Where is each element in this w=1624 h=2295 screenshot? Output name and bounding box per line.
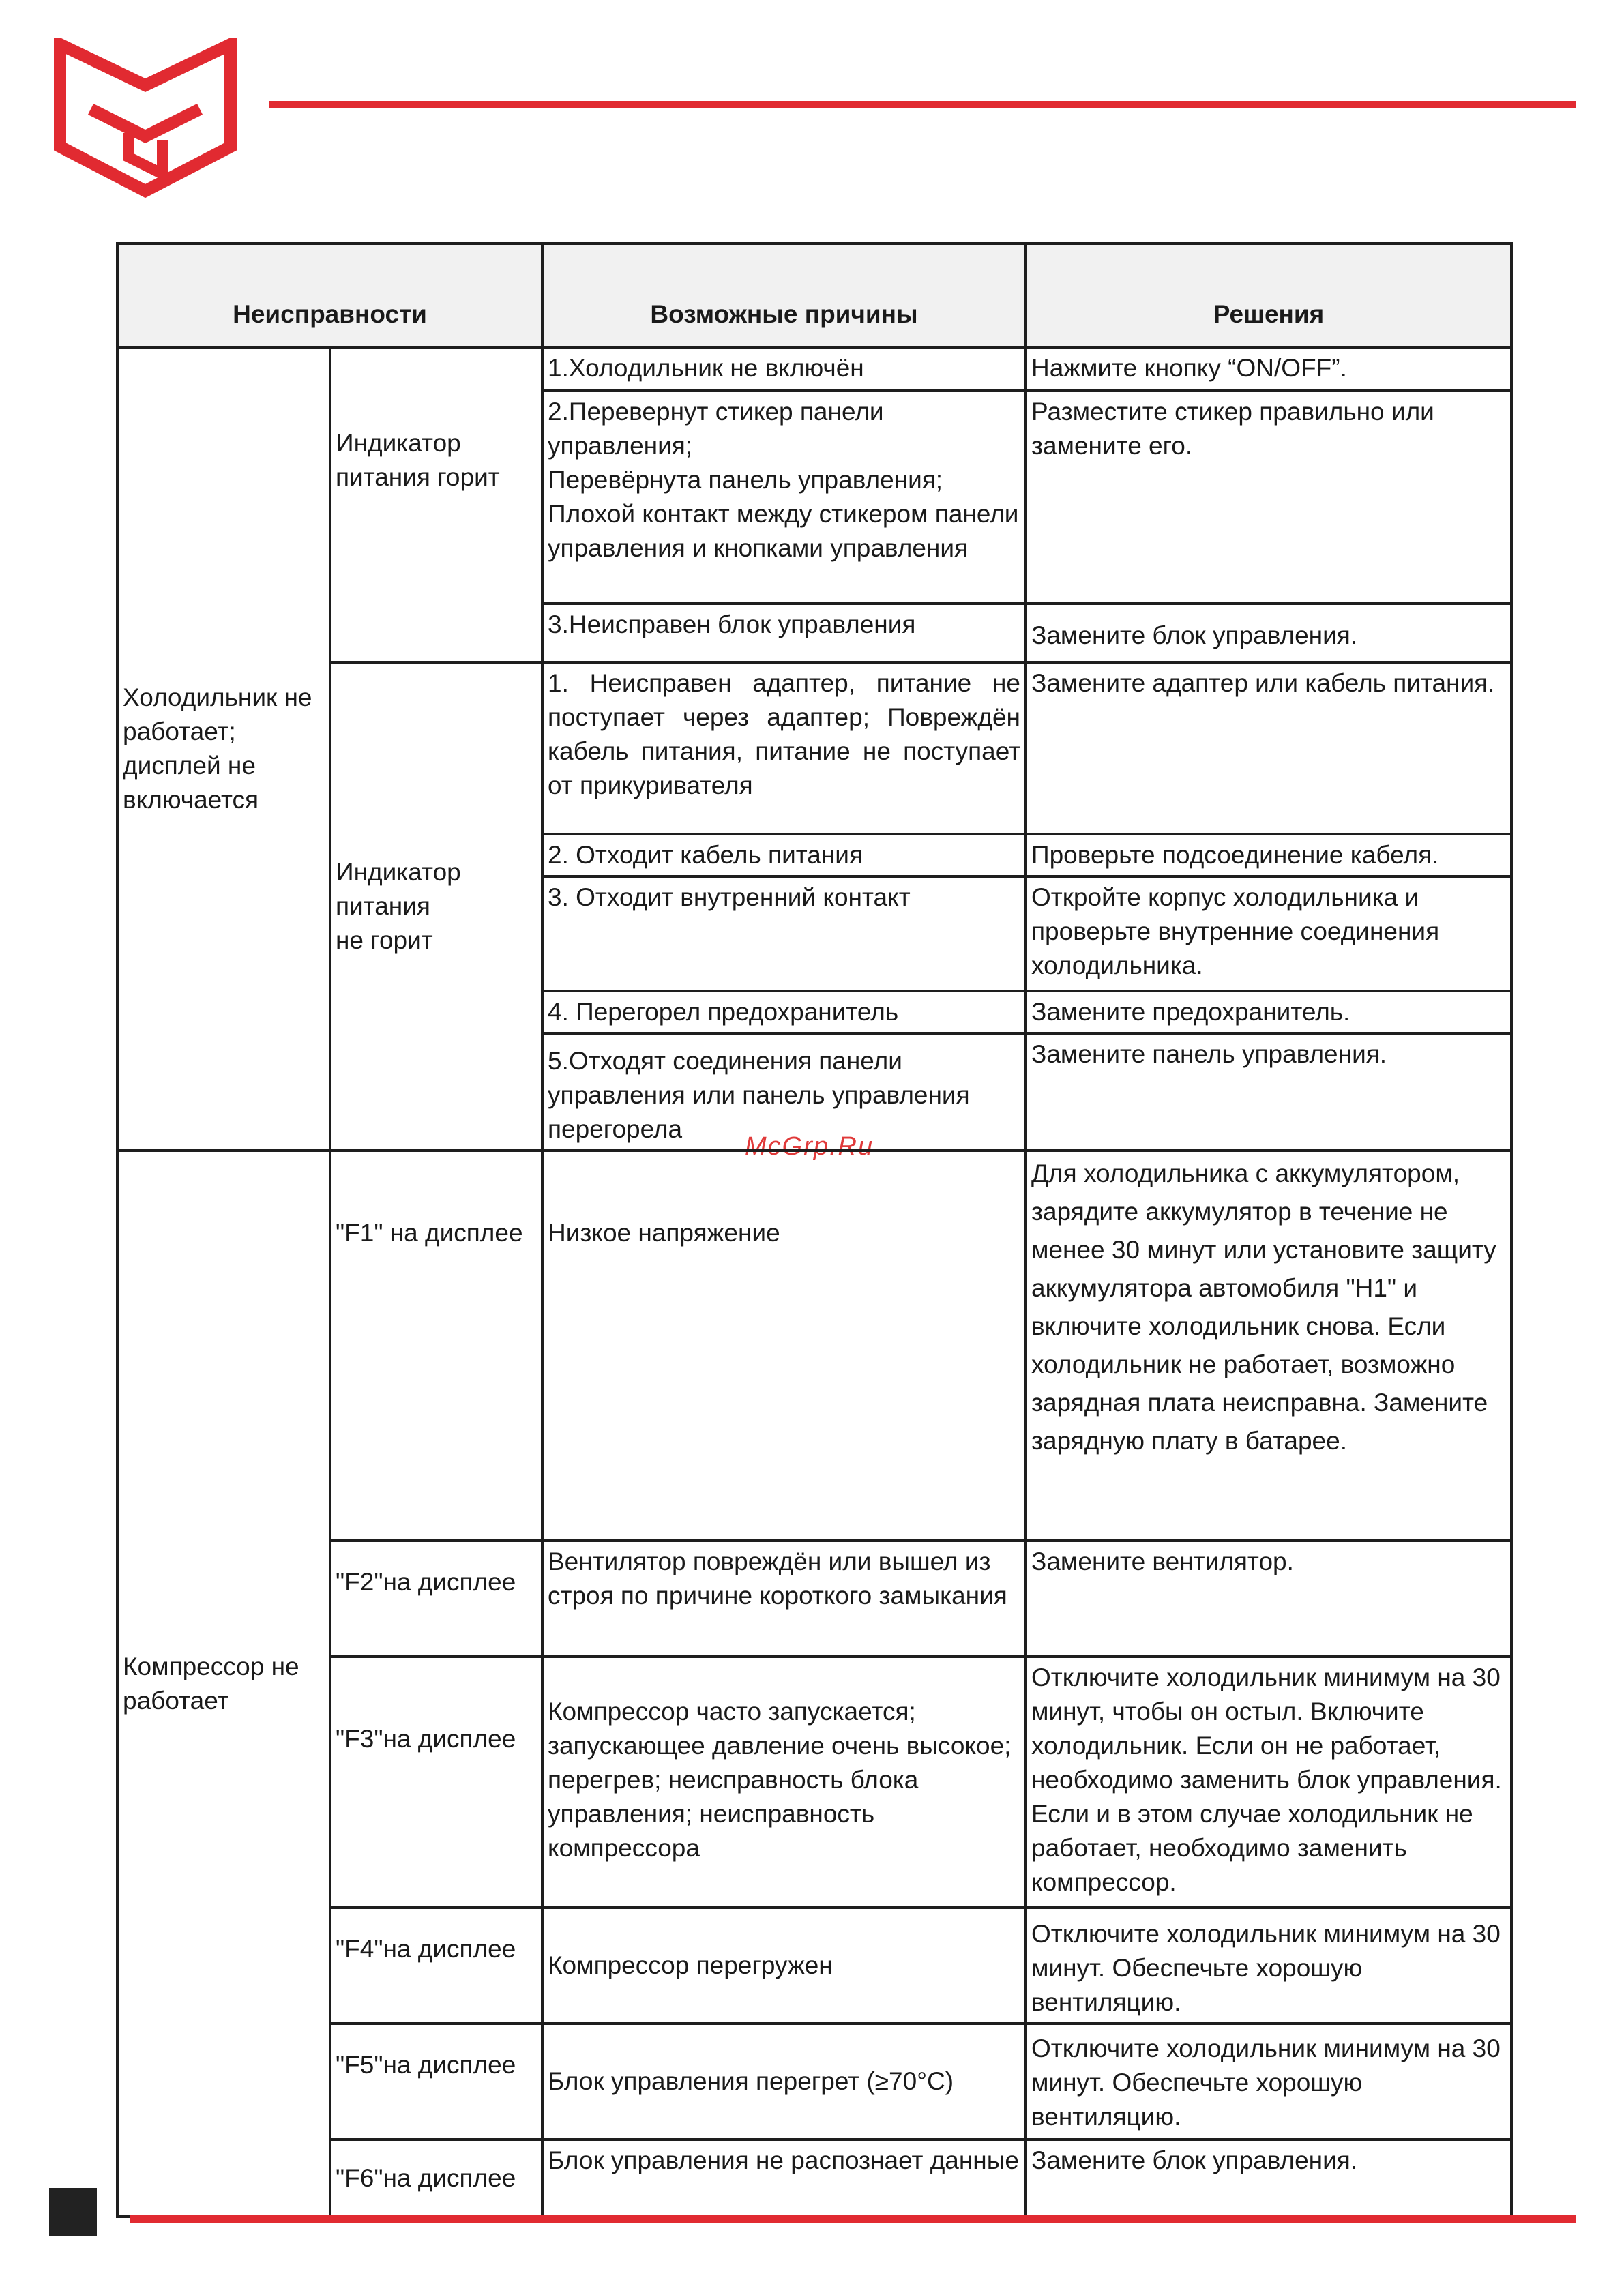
code-text: "F1" на дисплее	[336, 1219, 523, 1247]
header-rule	[269, 101, 1576, 108]
code-cell	[330, 1151, 542, 1541]
solution-cell: Замените блок управления.	[1026, 604, 1511, 662]
code-cell	[330, 1541, 542, 1657]
code-cell	[330, 2024, 542, 2139]
cause-cell: 4. Перегорел предохранитель	[542, 991, 1026, 1033]
problem-cell: Компрессор не работает	[117, 1151, 330, 2217]
cause-cell: 3.Неисправен блок управления	[542, 604, 1026, 662]
header-causes: Возможные причины	[542, 243, 1026, 347]
code-text: "F3"на дисплее	[336, 1725, 516, 1753]
cause-cell: Блок управления не распознает данные	[542, 2139, 1026, 2217]
watermark: McGrp.Ru	[745, 1132, 874, 1161]
solution-cell: Проверьте подсоединение кабеля.	[1026, 834, 1511, 876]
solution-cell: Откройте корпус холодильника и проверьте внутренние соединения холодильника.	[1026, 876, 1511, 991]
cause-cell: Вентилятор повреждён или вышел из строя по причине короткого замыкания	[542, 1541, 1026, 1657]
code-text: "F2"на дисплее	[336, 1568, 516, 1596]
table-header-row	[117, 243, 1511, 347]
solution-cell: Отключите холодильник минимум на 30 минут. Обеспечьте хорошую вентиляцию.	[1026, 2024, 1511, 2139]
table-row	[117, 1151, 1511, 1541]
code-cell: "F6"на дисплее	[330, 2139, 542, 2217]
solution-cell: Замените блок управления.	[1026, 2139, 1511, 2217]
cause-cell: 1.Холодильник не включён	[542, 347, 1026, 391]
solution-cell: Отключите холодильник минимум на 30 минут. Обеспечьте хорошую вентиляцию.	[1026, 1908, 1511, 2024]
indicator-cell	[330, 347, 542, 662]
cause-cell: 2.Перевернут стикер панели управления; Перевёрнута панель управления; Плохой контакт между стикером панели управления и кнопками управления	[542, 391, 1026, 604]
indicator-text: Индикатор питания горит	[336, 429, 500, 491]
cause-cell: Блок управления перегрет (≥70°C)	[542, 2024, 1026, 2139]
cause-cell: 5.Отходят соединения панели управления или панель управления перегорела	[542, 1033, 1026, 1151]
cause-text: Низкое напряжение	[548, 1219, 780, 1247]
footer-rule	[130, 2215, 1576, 2223]
solution-cell: Отключите холодильник минимум на 30 минут, чтобы он остыл. Включите холодильник. Если он не работает, необходимо заменить блок управления. Если и в этом случае холодильник не работает, необходимо заменить компрессор.	[1026, 1657, 1511, 1908]
cause-cell: 3. Отходит внутренний контакт	[542, 876, 1026, 991]
cause-cell: 1. Неисправен адаптер, питание не поступает через адаптер; Повреждён кабель питания, питание не поступает от прикуривателя	[542, 662, 1026, 834]
problem-cell: Холодильник не работает; дисплей не включается	[117, 347, 330, 1151]
cause-cell: 2. Отходит кабель питания	[542, 834, 1026, 876]
code-cell	[330, 1908, 542, 2024]
table-row	[117, 347, 1511, 391]
cause-cell: Компрессор перегружен	[542, 1908, 1026, 2024]
solution-cell: Нажмите кнопку “ON/OFF”.	[1026, 347, 1511, 391]
indicator-cell: Индикатор питания не горит	[330, 662, 542, 1151]
solution-cell: Замените адаптер или кабель питания.	[1026, 662, 1511, 834]
brand-shield-logo-icon	[53, 38, 237, 198]
cause-cell	[542, 1151, 1026, 1541]
solution-cell: Замените предохранитель.	[1026, 991, 1511, 1033]
troubleshooting-table	[116, 242, 1513, 2218]
solution-cell: Замените панель управления.	[1026, 1033, 1511, 1151]
header-solutions: Решения	[1026, 243, 1511, 347]
solution-cell: Замените вентилятор.	[1026, 1541, 1511, 1657]
code-text: "F4"на дисплее	[336, 1935, 516, 1963]
header-faults: Неисправности	[117, 243, 542, 347]
code-text: "F5"на дисплее	[336, 2051, 516, 2079]
solution-cell: Разместите стикер правильно или замените его.	[1026, 391, 1511, 604]
page-marker	[49, 2188, 97, 2236]
cause-cell	[542, 1657, 1026, 1908]
code-cell	[330, 1657, 542, 1908]
solution-cell: Для холодильника с аккумулятором, зарядите аккумулятор в течение не менее 30 минут или установите защиту аккумулятора автомобиля "H1" и включите холодильник снова. Если холодильник не работает, возможно зарядная плата неисправна. Замените зарядную плату в батарее.	[1026, 1151, 1511, 1541]
cause-text: Компрессор часто запускается; запускающее давление очень высокое; перегрев; неисправность блока управления; неисправность компрессора	[548, 1698, 1012, 1862]
